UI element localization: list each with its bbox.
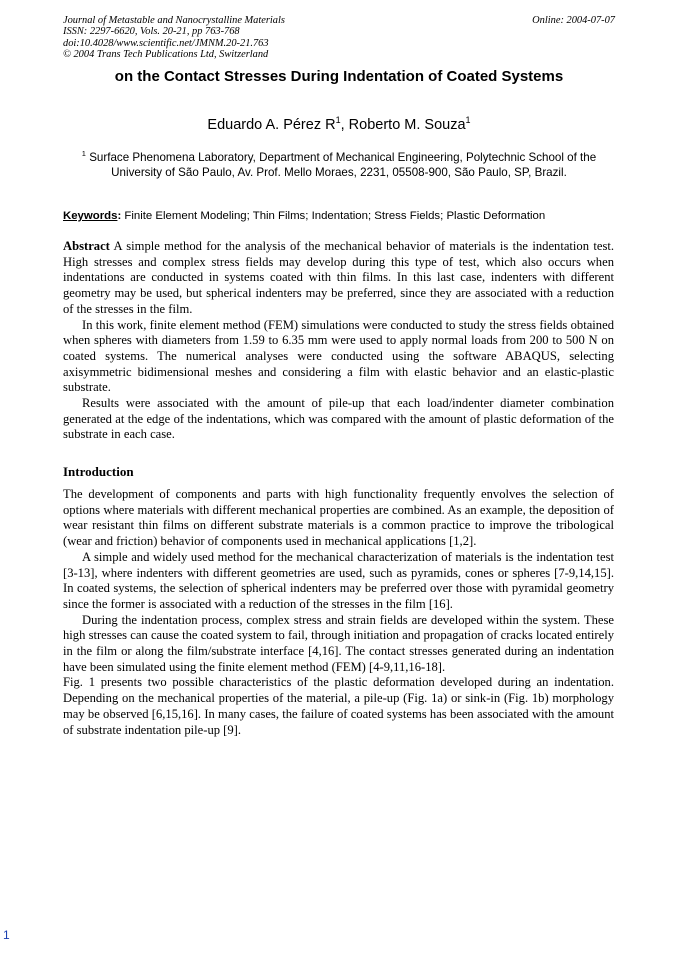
keywords-colon: : [117, 210, 122, 222]
page-number-link[interactable]: 1 [3, 928, 10, 942]
paper-title: on the Contact Stresses During Indentation of Coated Systems [114, 68, 564, 85]
author-2-affiliation-mark: 1 [465, 115, 471, 126]
abstract-p1-text: A simple method for the analysis of the mechanical behavior of materials is the indentation test. High stresses and complex stress fields may develop during this type of test, which also occurs when indentations are conducted in systems coated with thin films. In this last case, indenters with different geometry may be used, but spherical indenters may be preferred, since they are associated with a reduction of the stresses in the film. [63, 239, 614, 316]
introduction-heading: Introduction [63, 464, 134, 479]
abstract-paragraph-3: Results were associated with the amount of pile-up that each load/indenter diameter combination generated at the edge of the indentations, which was compared with the amount of plastic deformation of the substrate in each case. [63, 396, 614, 442]
abstract-section [63, 239, 614, 443]
journal-header [63, 15, 285, 61]
author-1: Eduardo A. Pérez R [207, 117, 336, 133]
online-date: Online: 2004-07-07 [532, 15, 615, 26]
intro-paragraph-3: During the indentation process, complex stress and strain fields are developed within the system. These high stresses can cause the coated system to fail, through initiation and propagation of cracks located entirely in the film or along the film/substrate interface [4,16]. The contact stresses generated during an indentation have been simulated using the finite element method (FEM) [4-9,11,16-18]. [63, 612, 614, 674]
journal-doi: doi:10.4028/www.scientific.net/JMNM.20-21.763 [63, 37, 269, 49]
abstract-paragraph-2: In this work, finite element method (FEM) simulations were conducted to study the stress fields obtained when spheres with diameters from 1.59 to 6.35 mm were used to apply normal loads from 200 to 500 N on coated systems. The numerical analyses were conducted using the software ABAQUS, selecting axisymmetric bidimensional meshes and considering a film with elastic behavior and an elastic-plastic substrate. [63, 317, 614, 395]
journal-issn: ISSN: 2297-6620, Vols. 20-21, pp 763-768 [63, 26, 240, 38]
author-line [0, 116, 678, 134]
author-2: Roberto M. Souza [348, 117, 466, 133]
keywords [63, 209, 623, 224]
affiliation [66, 150, 612, 180]
author-1-affiliation-mark: 1 [335, 115, 341, 126]
abstract-label: Abstract [63, 239, 110, 253]
author-separator: , [340, 117, 349, 133]
keywords-text: Finite Element Modeling; Thin Films; Indentation; Stress Fields; Plastic Deformation [121, 210, 546, 222]
journal-copyright: © 2004 Trans Tech Publications Ltd, Switzerland [63, 49, 269, 61]
affiliation-text: Surface Phenomena Laboratory, Department of Mechanical Engineering, Polytechnic School of the University of São Paulo, Av. Prof. Mello Moraes, 2231, 05508-900, São Paulo, SP, Brazil. [85, 151, 597, 179]
journal-name: Journal of Metastable and Nanocrystalline Materials [63, 15, 285, 26]
abstract-paragraph-1 [63, 239, 614, 318]
intro-paragraph-4: Fig. 1 presents two possible characteristics of the plastic deformation developed during an indentation. Depending on the mechanical properties of the material, a pile-up (Fig. 1a) or sink-in (Fig. 1b) morphology may be observed [6,15,16]. In many cases, the failure of coated systems has been associated with the amount of substrate indentation pile-up [9]. [63, 675, 614, 737]
intro-paragraph-2: A simple and widely used method for the mechanical characterization of materials is the indentation test [3-13], where indenters with different geometries are used, such as pyramids, cones or spheres [7-9,14,15]. In coated systems, the selection of spherical indenters may be preferred over those with pyramidal geometry since the former is associated with a reduction of the stresses in the film [16]. [63, 549, 614, 611]
introduction-section [63, 487, 614, 738]
intro-paragraph-1: The development of components and parts with high functionality frequently envolves the selection of options where materials with different mechanical properties are combined. As an example, the deposition of wear resistant thin films on different substrate materials is a common practice to improve the tribological (wear and friction) behavior of components used in mechanical applications [1,2]. [63, 487, 614, 549]
affiliation-mark: 1 [81, 149, 86, 159]
keywords-label: Keywords [63, 210, 118, 222]
